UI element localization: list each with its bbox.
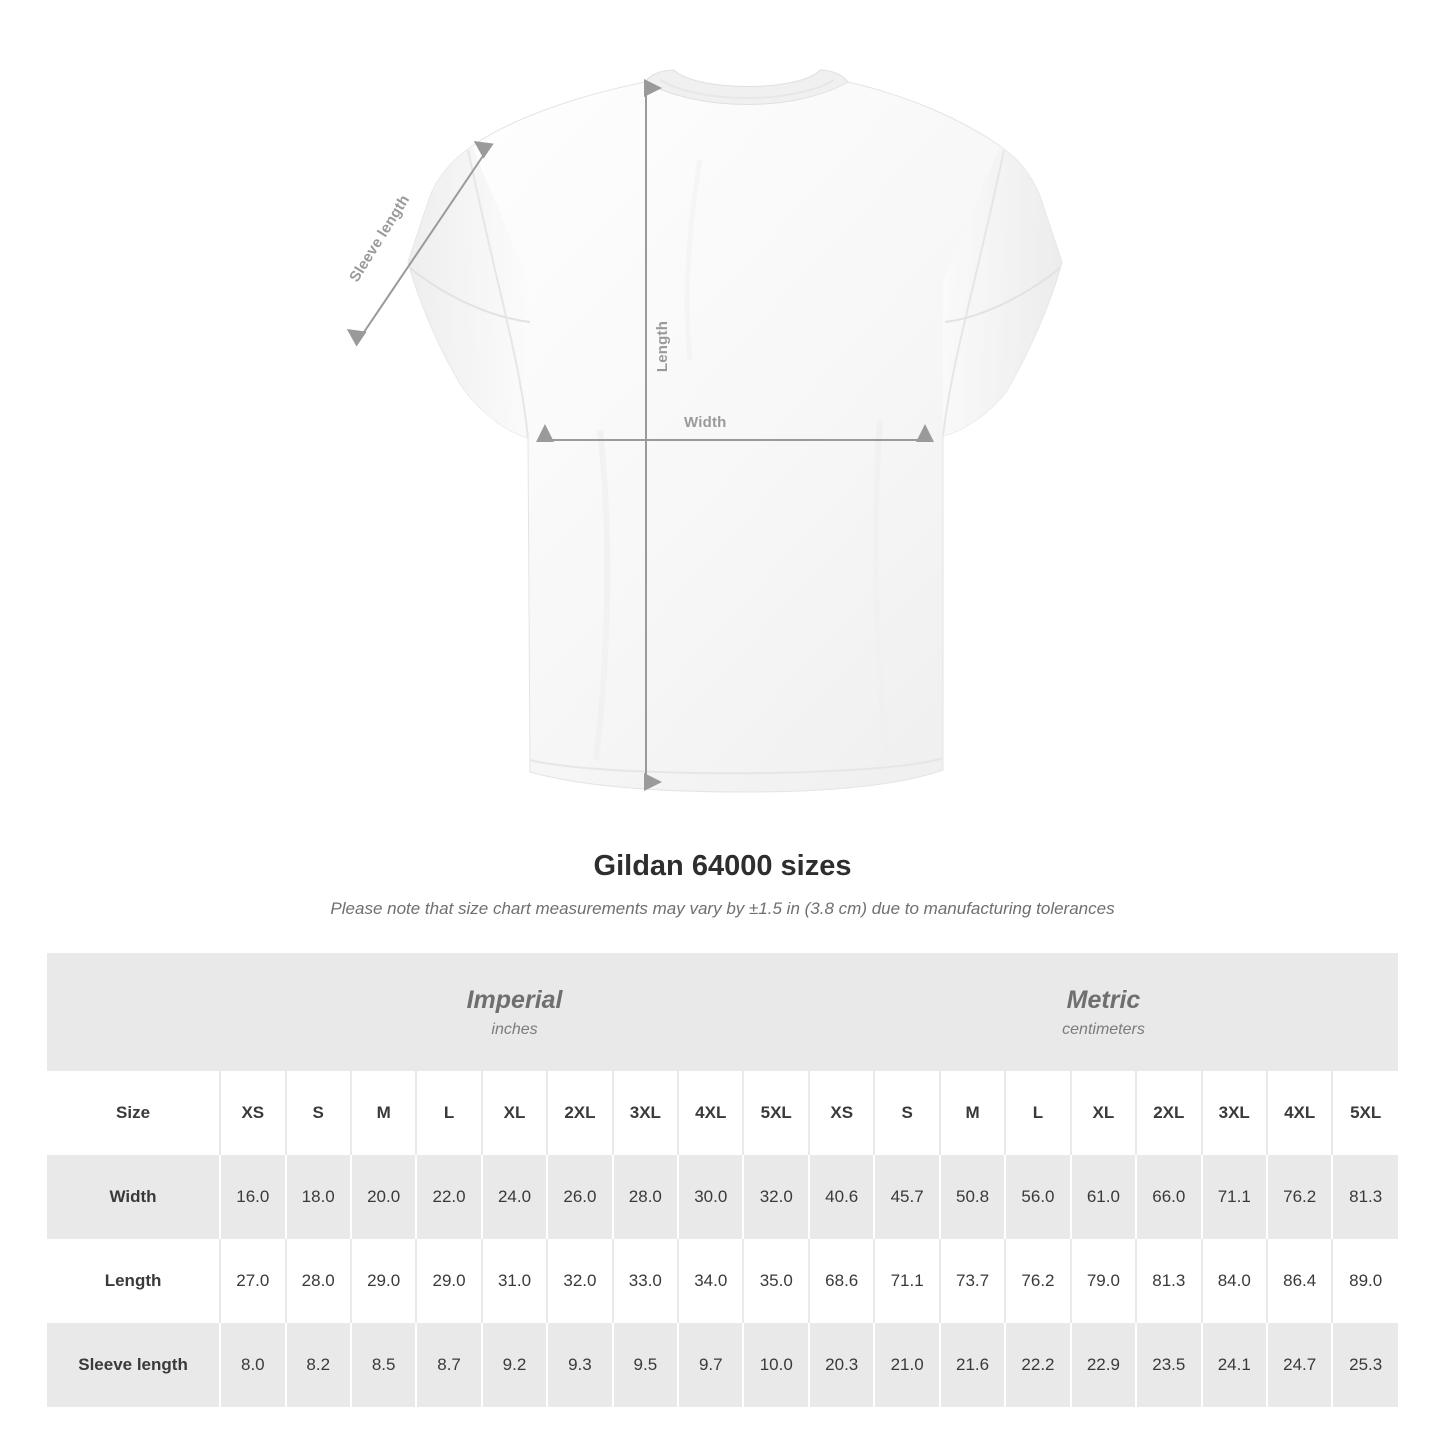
table-cell: 16.0 [220,1155,285,1239]
table-cell: 79.0 [1071,1239,1136,1323]
size-header-cell: 2XL [547,1071,612,1155]
table-cell: 68.6 [809,1239,874,1323]
table-cell: 29.0 [416,1239,481,1323]
table-cell: 26.0 [547,1155,612,1239]
size-header-cell: 2XL [1136,1071,1201,1155]
table-cell: 89.0 [1332,1239,1398,1323]
unit-group-imperial [220,953,809,1071]
table-cell: 24.0 [482,1155,547,1239]
table-cell: 71.1 [874,1239,939,1323]
size-header-cell: 5XL [1332,1071,1398,1155]
row-label-width: Width [47,1155,220,1239]
page-title: Gildan 64000 sizes [593,850,852,882]
row-label-sleeve-length: Sleeve length [47,1323,220,1407]
unit-group-metric [809,953,1398,1071]
unit-group-imperial-subtitle: inches [491,1021,538,1038]
table-cell: 32.0 [743,1155,809,1239]
table-cell: 28.0 [613,1155,678,1239]
table-cell: 76.2 [1005,1239,1070,1323]
table-cell: 66.0 [1136,1155,1201,1239]
size-header-cell: M [351,1071,416,1155]
size-header-cell: 4XL [1267,1071,1332,1155]
size-table-container [47,953,1398,1407]
size-header-cell: 3XL [1202,1071,1267,1155]
table-cell: 30.0 [678,1155,743,1239]
table-cell: 24.1 [1202,1323,1267,1407]
table-cell: 34.0 [678,1239,743,1323]
size-header-cell: 4XL [678,1071,743,1155]
table-cell: 8.0 [220,1323,285,1407]
table-cell: 73.7 [940,1239,1005,1323]
table-cell: 32.0 [547,1239,612,1323]
table-cell: 61.0 [1071,1155,1136,1239]
unit-group-imperial-title: Imperial [466,986,563,1014]
table-cell: 21.0 [874,1323,939,1407]
table-cell: 9.7 [678,1323,743,1407]
size-header-row [47,1071,1398,1155]
table-cell: 9.2 [482,1323,547,1407]
size-header-cell: XS [220,1071,285,1155]
table-cell: 8.2 [286,1323,351,1407]
table-cell: 84.0 [1202,1239,1267,1323]
table-row [47,1155,1398,1239]
table-cell: 35.0 [743,1239,809,1323]
table-cell: 81.3 [1136,1239,1201,1323]
unit-header-spacer [47,953,220,1071]
table-cell: 22.2 [1005,1323,1070,1407]
table-cell: 45.7 [874,1155,939,1239]
size-header-cell: 3XL [613,1071,678,1155]
table-cell: 23.5 [1136,1323,1201,1407]
table-cell: 22.0 [416,1155,481,1239]
length-label: Length [654,320,672,373]
table-cell: 31.0 [482,1239,547,1323]
table-cell: 18.0 [286,1155,351,1239]
table-cell: 24.7 [1267,1323,1332,1407]
table-row [47,1323,1398,1407]
table-cell: 29.0 [351,1239,416,1323]
size-table [47,953,1398,1407]
table-cell: 27.0 [220,1239,285,1323]
size-header-label: Size [47,1071,220,1155]
size-header-cell: M [940,1071,1005,1155]
table-cell: 25.3 [1332,1323,1398,1407]
size-header-cell: S [874,1071,939,1155]
table-cell: 21.6 [940,1323,1005,1407]
size-header-cell: XS [809,1071,874,1155]
row-label-length: Length [47,1239,220,1323]
size-header-cell: L [416,1071,481,1155]
table-row [47,1239,1398,1323]
table-cell: 71.1 [1202,1155,1267,1239]
table-cell: 9.5 [613,1323,678,1407]
unit-group-metric-subtitle: centimeters [1062,1021,1145,1038]
size-header-cell: L [1005,1071,1070,1155]
table-cell: 50.8 [940,1155,1005,1239]
table-cell: 33.0 [613,1239,678,1323]
table-cell: 10.0 [743,1323,809,1407]
size-header-cell: XL [1071,1071,1136,1155]
table-cell: 81.3 [1332,1155,1398,1239]
table-cell: 22.9 [1071,1323,1136,1407]
tolerance-note: Please note that size chart measurements may vary by ±1.5 in (3.8 cm) due to manufacturing tolerances [330,899,1115,918]
table-cell: 40.6 [809,1155,874,1239]
unit-header-row [47,953,1398,1071]
table-cell: 20.3 [809,1323,874,1407]
unit-group-metric-title: Metric [1066,986,1141,1014]
table-cell: 8.5 [351,1323,416,1407]
table-cell: 20.0 [351,1155,416,1239]
table-cell: 28.0 [286,1239,351,1323]
table-cell: 86.4 [1267,1239,1332,1323]
table-cell: 9.3 [547,1323,612,1407]
sleeve-length-label: Sleeve length [346,191,414,286]
size-header-cell: 5XL [743,1071,809,1155]
size-header-cell: S [286,1071,351,1155]
size-header-cell: XL [482,1071,547,1155]
table-cell: 56.0 [1005,1155,1070,1239]
width-label: Width [684,414,727,431]
table-cell: 76.2 [1267,1155,1332,1239]
table-cell: 8.7 [416,1323,481,1407]
